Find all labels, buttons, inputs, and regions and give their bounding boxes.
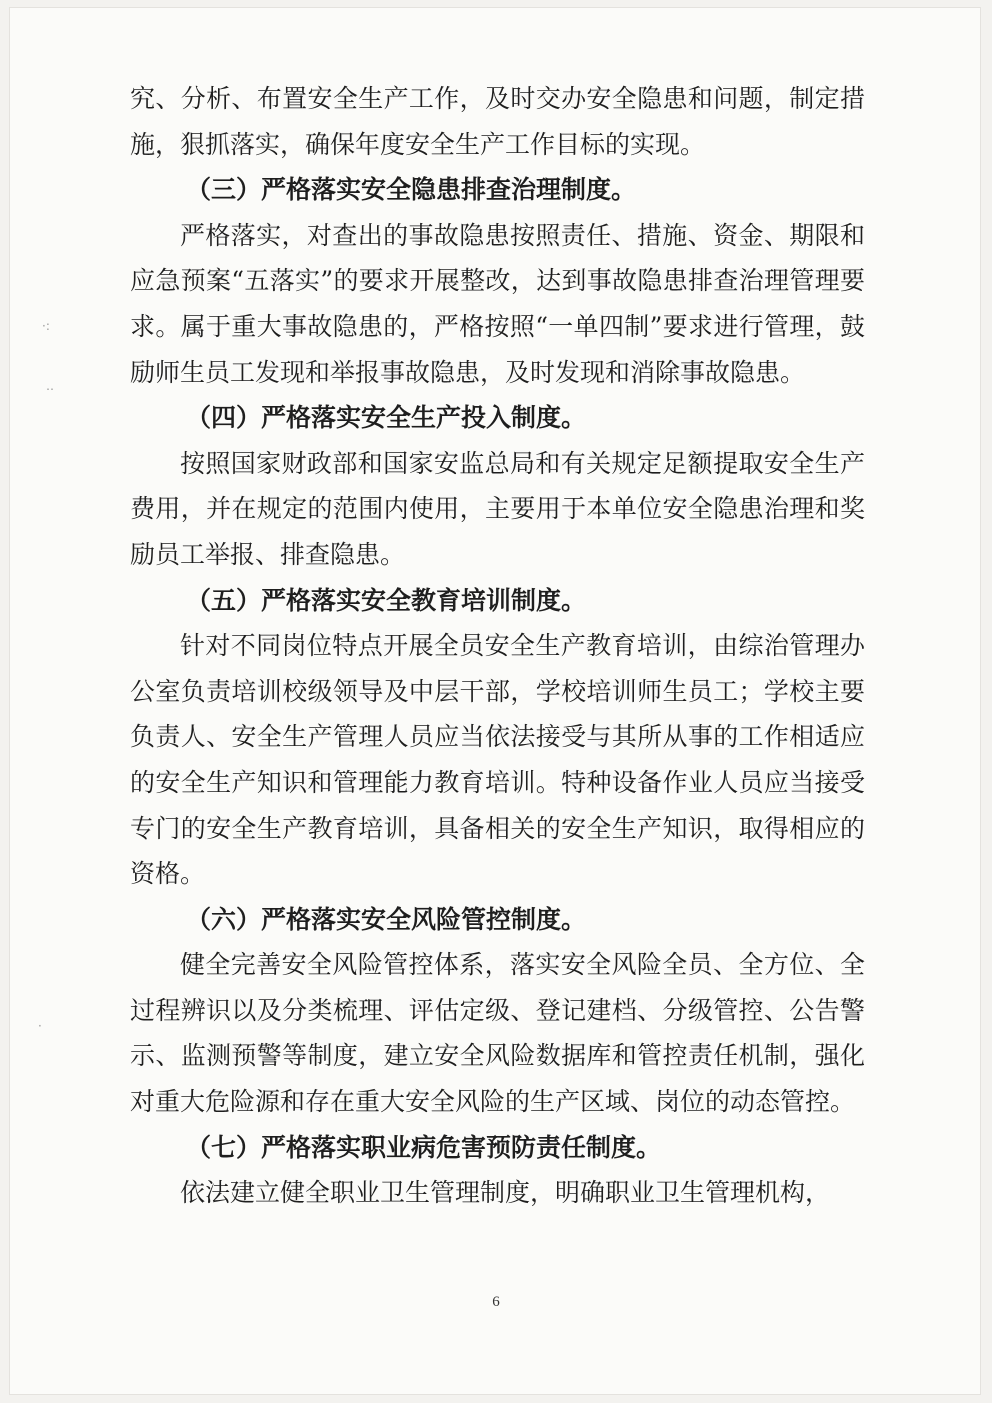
paragraph-body: 针对不同岗位特点开展全员安全生产教育培训，由综治管理办公室负责培训校级领导及中层干部，学校培训师生员工；学校主要负责人、安全生产管理人员应当依法接受与其所从事的工作相适应的安全生产知识和管理能力教育培训。特种设备作业人员应当接受专门的安全生产教育培训，具备相关的安全生产知识，取得相应的资格。 bbox=[130, 631, 865, 889]
section-heading-3: （三）严格落实安全隐患排查治理制度。 bbox=[186, 175, 637, 205]
scan-artifact: ·: bbox=[42, 319, 50, 333]
section-heading-5: （五）严格落实安全教育培训制度。 bbox=[186, 585, 587, 615]
section-heading-6: （六）严格落实安全风险管控制度。 bbox=[186, 904, 587, 934]
scan-artifact: · bbox=[38, 1019, 42, 1033]
page-number: 6 bbox=[492, 1294, 500, 1310]
paragraph-body: 健全完善安全风险管控体系，落实安全风险全员、全方位、全过程辨识以及分类梳理、评估定级、登记建档、分级管控、公告警示、监测预警等制度，建立安全风险数据库和管控责任机制，强化对重大危险源和存在重大安全风险的生产区域、岗位的动态管控。 bbox=[130, 950, 865, 1117]
document-body bbox=[130, 76, 865, 1216]
paragraph-body: 依法建立健全职业卫生管理制度，明确职业卫生管理机构， bbox=[180, 1178, 831, 1208]
scan-artifact: ‥ bbox=[46, 379, 55, 393]
paragraph-body: 严格落实，对查出的事故隐患按照责任、措施、资金、期限和应急预案“五落实”的要求开展整改，达到事故隐患排查治理管理要求。属于重大事故隐患的，严格按照“一单四制”要求进行管理，鼓励师生员工发现和举报事故隐患，及时发现和消除事故隐患。 bbox=[130, 220, 865, 387]
section-heading-4: （四）严格落实安全生产投入制度。 bbox=[186, 403, 587, 433]
paragraph-continuation: 究、分析、布置安全生产工作，及时交办安全隐患和问题，制定措施，狠抓落实，确保年度安全生产工作目标的实现。 bbox=[130, 84, 865, 159]
paragraph-body: 按照国家财政部和国家安监总局和有关规定足额提取安全生产费用，并在规定的范围内使用，主要用于本单位安全隐患治理和奖励员工举报、排查隐患。 bbox=[130, 448, 865, 569]
section-heading-7: （七）严格落实职业病危害预防责任制度。 bbox=[186, 1132, 662, 1162]
